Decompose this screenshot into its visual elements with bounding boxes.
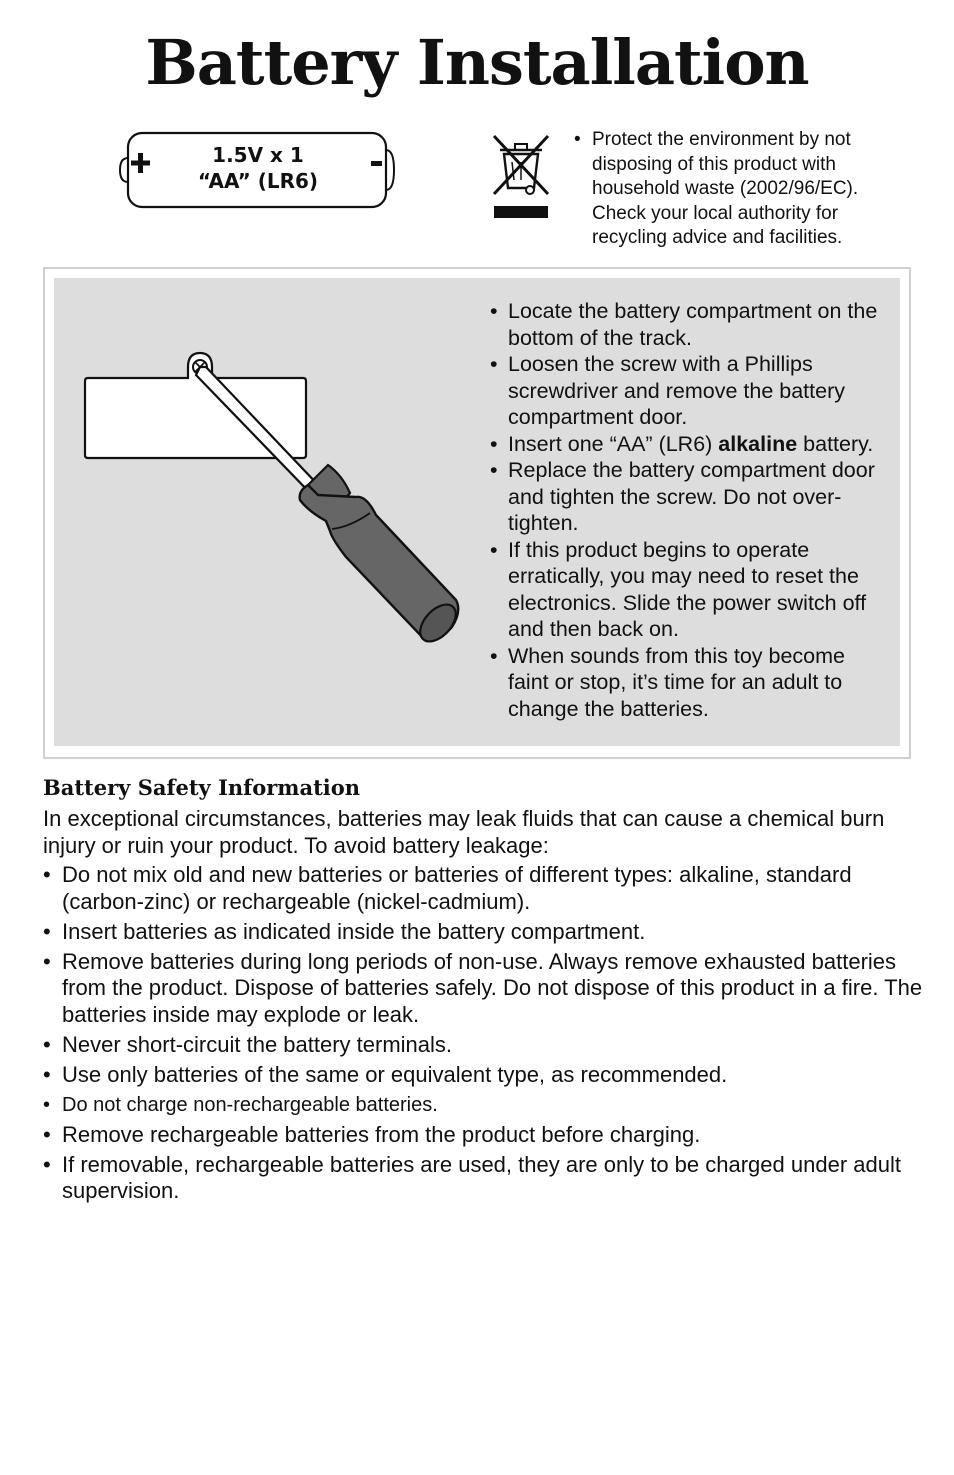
safety-title: Battery Safety Information — [43, 775, 361, 800]
step-text: Insert one “AA” (LR6) — [508, 431, 719, 456]
installation-steps — [490, 298, 880, 722]
list-item: • If this product begins to operate erratically, you may need to reset the electronics. Slide the power switch off and then back on. — [490, 537, 880, 643]
safety-intro: In exceptional circumstances, batteries may leak fluids that can cause a chemical burn injury or ruin your product. To avoid battery leakage: — [43, 806, 885, 858]
environment-notice — [574, 128, 904, 251]
list-item: • When sounds from this toy become faint or stop, it’s time for an adult to change the batteries. — [490, 643, 880, 723]
screwdriver-icon — [80, 345, 480, 659]
crossed-out-wheelie-bin-icon — [490, 132, 552, 226]
battery-spec — [178, 142, 338, 194]
battery-voltage: 1.5V x 1 — [212, 143, 304, 167]
list-item: • If removable, rechargeable batteries are used, they are only to be charged under adult supervision. — [43, 1152, 923, 1205]
safety-list — [43, 862, 923, 1208]
list-item — [490, 431, 880, 458]
step-text: battery. — [797, 431, 874, 456]
list-item: • Remove rechargeable batteries from the product before charging. — [43, 1122, 923, 1149]
list-item: • Replace the battery compartment door and tighten the screw. Do not over-tighten. — [490, 457, 880, 537]
list-item: • Locate the battery compartment on the bottom of the track. — [490, 298, 880, 351]
battery-type: “AA” (LR6) — [197, 169, 319, 193]
list-item: • Insert batteries as indicated inside the battery compartment. — [43, 919, 923, 946]
list-item: • Use only batteries of the same or equivalent type, as recommended. — [43, 1062, 923, 1089]
battery-icon — [118, 130, 398, 210]
step-emphasis: alkaline — [718, 431, 798, 456]
page-title: Battery Installation — [145, 26, 809, 99]
list-item: • Never short-circuit the battery terminals. — [43, 1032, 923, 1059]
list-item: • Loosen the screw with a Phillips screwdriver and remove the battery compartment door. — [490, 351, 880, 431]
list-item: • Do not mix old and new batteries or batteries of different types: alkaline, standard (carbon-zinc) or rechargeable (nickel-cadmium). — [43, 862, 923, 915]
list-item: • Do not charge non-rechargeable batteries. — [43, 1092, 923, 1119]
environment-notice-text: • Protect the environment by not disposing of this product with household waste (2002/96/EC). Check your local authority for recycling advice and facilities. — [574, 128, 904, 251]
list-item: • Remove batteries during long periods of non-use. Always remove exhausted batteries from the product. Dispose of batteries safely. Do not dispose of this product in a fire. The batteries inside may explode or leak. — [43, 949, 923, 1029]
